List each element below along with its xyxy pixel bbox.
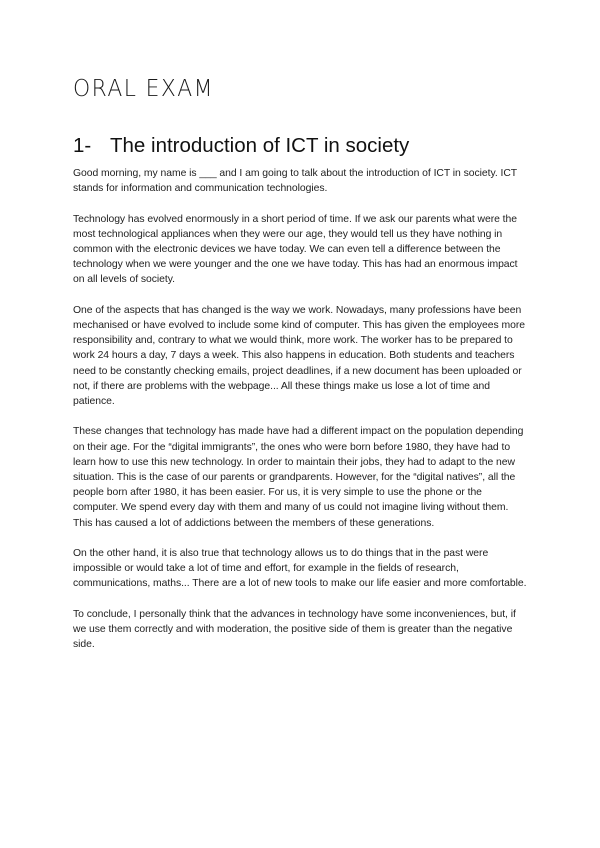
paragraph-introduction: Good morning, my name is ___ and I am going to talk about the introduction of ICT in society. ICT stands for information and communication technologies.: [73, 168, 517, 195]
paragraph-generations: These changes that technology has made have had a different impact on the population depending on their age. For the “digital immigrants”, the ones who were born before 1980, they have had to learn how to use this new technology. In order to maintain their jobs, they had to adapt to the new situation. This is the case of our parents or grandparents. However, for the “digital natives”, all the people born after 1980, it has been easier. For us, it is very simple to use the phone or the computer. We spend every day with them and many of us could not imagine living without them. This has caused a lot of addictions between the members of these generations.: [73, 426, 524, 529]
paragraph-work-changes: One of the aspects that has changed is the way we work. Nowadays, many professions have been mechanised or have evolved to include some kind of computer. This has given the employees more responsibility and, contrary to what we would think, more work. The worker has to be prepared to work 24 hours a day, 7 days a week. This also happens in education. Both students and teachers need to be constantly checking emails, project deadlines, if a new document has been uploaded or not, if there are problems with the webpage... All these things make us lose a lot of time and patience.: [73, 304, 525, 408]
paragraph-technology-evolution: Technology has evolved enormously in a short period of time. If we ask our parents what were the most technological appliances when they were our age, they would tell us they have nothing in common with the electronic devices we have today. We can even tell a difference between the technology when we were younger and the one we have today. This has had an enormous impact on all levels of society.: [73, 213, 518, 286]
document-title: ORAL EXAM: [73, 76, 214, 102]
section-number: 1-: [73, 134, 92, 157]
paragraph-conclusion: To conclude, I personally think that the advances in technology have some inconveniences, but, if we use them correctly and with moderation, the positive side of them is greater than the negative side.: [73, 608, 516, 651]
document-body: [73, 166, 529, 668]
section-heading: [73, 134, 409, 158]
paragraph-benefits: On the other hand, it is also true that technology allows us to do things that in the past were impossible or would take a lot of time and effort, for example in the fields of research, communications, maths... There are a lot of new tools to make our life easier and more comfortable.: [73, 548, 527, 590]
section-heading-text: The introduction of ICT in society: [110, 134, 410, 157]
